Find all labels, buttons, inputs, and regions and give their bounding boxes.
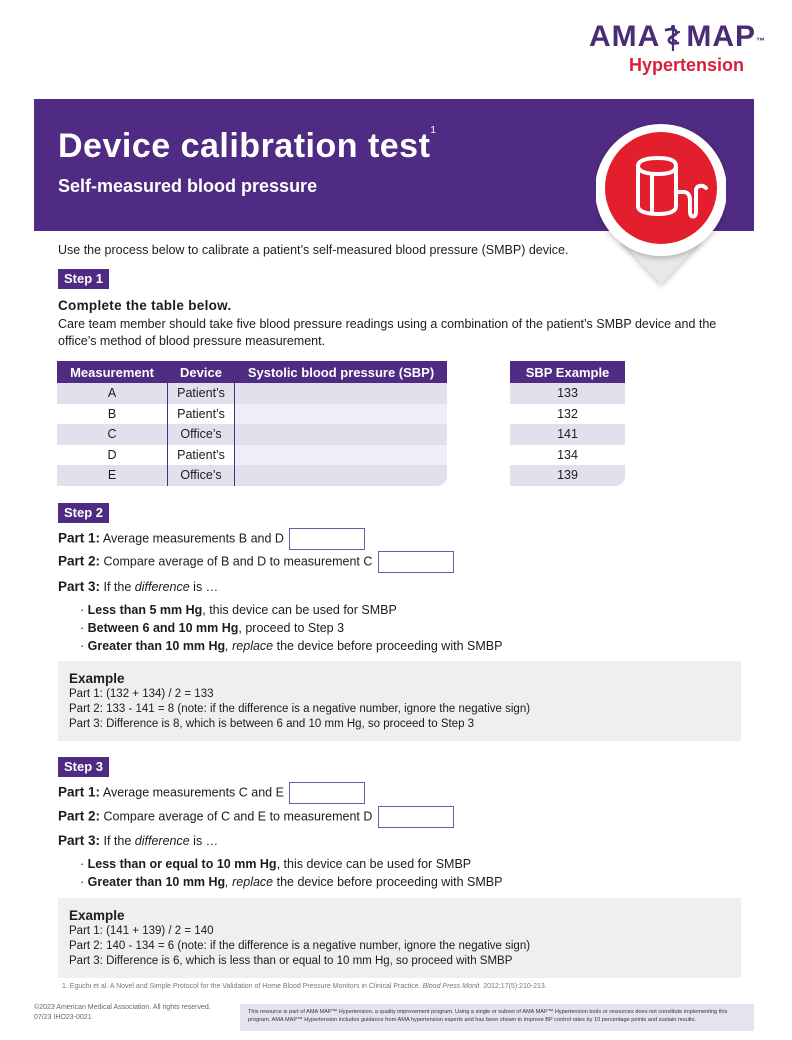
part-label: Part 3: — [58, 833, 101, 848]
part-text: If the — [103, 580, 135, 594]
sbp-example-cell: 133 — [510, 383, 625, 404]
sbp-input-cell[interactable] — [235, 424, 448, 445]
step2-part1 — [58, 528, 365, 550]
list-item — [80, 637, 502, 655]
measurement-cell: B — [57, 404, 168, 425]
table-row — [57, 465, 447, 486]
sbp-example-cell: 132 — [510, 404, 625, 425]
step3-average-input[interactable] — [289, 782, 365, 804]
sbp-input-cell[interactable] — [235, 445, 448, 466]
bullet-text: , proceed to Step 3 — [238, 621, 345, 635]
footnote — [62, 983, 547, 990]
part-label: Part 1: — [58, 784, 101, 800]
step2-part3 — [58, 579, 218, 594]
logo-brand-ama: AMA — [589, 20, 661, 53]
resource-disclaimer: This resource is part of AMA MAP™ Hypertension, a quality improvement program. Using a single or subset of AMA MAP™ Hypertension tools or resources does not constitute implementing this program. AMA MAP™ Hypertension includes guidance from AMA hypertension experts and has been shown to improve BP control rates by 10 percentage points and sustain results. — [240, 1004, 754, 1031]
list-item — [80, 873, 502, 891]
sbp-input-cell[interactable] — [235, 404, 448, 425]
copyright-text: ©2023 American Medical Association. All rights reserved. — [34, 1004, 211, 1011]
caduceus-knot-icon — [662, 23, 684, 53]
step3-part3 — [58, 833, 218, 848]
part-label: Part 1: — [58, 530, 101, 546]
step2-average-input[interactable] — [289, 528, 365, 550]
sbp-input-cell[interactable] — [235, 465, 448, 486]
device-cell: Patient’s — [168, 404, 235, 425]
ama-map-logo — [526, 20, 766, 76]
header-device: Device — [168, 361, 235, 383]
step2-bullets — [80, 601, 502, 655]
bullet-em: , replace — [225, 875, 274, 889]
step2-label: Step 2 — [58, 503, 109, 523]
step3-bullets — [80, 855, 502, 891]
document-code: 07/23 IHO23-0021 — [34, 1014, 92, 1021]
bullet-text: the device before proceeding with SMBP — [273, 639, 503, 653]
list-item — [80, 619, 502, 637]
part-label: Part 3: — [58, 579, 101, 594]
part-text: If the — [103, 834, 135, 848]
list-item — [80, 601, 502, 619]
bullet-bold: Less than or equal to 10 mm Hg — [87, 857, 277, 871]
example-line: Part 1: (132 + 134) / 2 = 133 — [69, 688, 214, 700]
device-cell: Patient’s — [168, 383, 235, 404]
bullet-text: , this device can be used for SMBP — [276, 857, 472, 871]
example-line: Part 1: (141 + 139) / 2 = 140 — [69, 925, 214, 937]
example-line: Part 2: 133 - 141 = 8 (note: if the difference is a negative number, ignore the negative sign) — [69, 703, 531, 715]
list-item — [80, 855, 502, 873]
header-sbp-example: SBP Example — [510, 361, 625, 383]
intro-text: Use the process below to calibrate a patient’s self-measured blood pressure (SMBP) device. — [58, 243, 569, 257]
logo-hypertension: Hypertension — [628, 55, 744, 75]
part-text-emphasis: difference — [134, 834, 190, 848]
bullet-bold: Less than 5 mm Hg — [87, 603, 203, 617]
logo-wordmark — [526, 20, 766, 54]
example-line: Part 3: Difference is 6, which is less than or equal to 10 mm Hg, so proceed with SMBP — [69, 955, 513, 967]
part-text: Average measurements C and E — [102, 785, 284, 800]
part-text: Average measurements B and D — [102, 531, 284, 546]
table-row — [57, 404, 447, 425]
page-title-text: Device calibration test — [58, 127, 431, 165]
step3-part2 — [58, 806, 454, 828]
logo-trademark: ™ — [756, 36, 766, 46]
header-measurement: Measurement — [57, 361, 168, 383]
footnote-journal: Blood Press Monit. — [422, 983, 482, 990]
footnote-text: 1. Eguchi et al. A Novel and Simple Protocol for the Validation of Home Blood Pressure Monitors in Clinical Practice. — [62, 983, 423, 990]
part-text: is … — [189, 834, 219, 848]
bullet-bold: Greater than 10 mm Hg — [87, 875, 226, 889]
step3-label: Step 3 — [58, 757, 109, 777]
sbp-example-cell: 134 — [510, 445, 625, 466]
bullet-text: the device before proceeding with SMBP — [273, 875, 503, 889]
step1-instructions: Care team member should take five blood pressure readings using a combination of the patient’s SMBP device and the office’s method of blood pressure measurement. — [58, 317, 717, 348]
sbp-input-cell[interactable] — [235, 383, 448, 404]
part-text: Compare average of B and D to measurement C — [103, 554, 373, 569]
step1-label: Step 1 — [58, 269, 109, 289]
blood-pressure-cuff-icon — [596, 122, 726, 292]
measurement-cell: A — [57, 383, 168, 404]
bullet-bold: Between 6 and 10 mm Hg — [87, 621, 239, 635]
part-text: is … — [189, 580, 219, 594]
step3-part1 — [58, 782, 365, 804]
step3-example-box — [58, 898, 741, 978]
footnote-text: 2012;17(5):210-213. — [481, 983, 547, 990]
header-sbp: Systolic blood pressure (SBP) — [235, 361, 448, 383]
measurement-cell: D — [57, 445, 168, 466]
bullet-bold: Greater than 10 mm Hg — [87, 639, 226, 653]
copyright — [34, 1003, 211, 1023]
bullet-em: , replace — [225, 639, 274, 653]
step2-compare-input[interactable] — [378, 551, 454, 573]
page-title — [58, 124, 437, 166]
step2-example-box — [58, 661, 741, 741]
part-label: Part 2: — [58, 553, 101, 569]
table-row — [57, 424, 447, 445]
sbp-example-table — [510, 361, 625, 486]
measurement-table — [57, 361, 447, 486]
device-cell: Office’s — [168, 424, 235, 445]
measurement-cell: E — [57, 465, 168, 486]
measurement-table-header — [57, 361, 447, 383]
page-subtitle: Self-measured blood pressure — [58, 176, 318, 196]
step2-part2 — [58, 551, 454, 573]
example-title: Example — [69, 908, 125, 923]
logo-brand-map: MAP — [686, 20, 756, 53]
part-text-emphasis: difference — [134, 580, 190, 594]
title-footnote-ref: 1 — [430, 124, 437, 136]
example-line: Part 3: Difference is 8, which is between 6 and 10 mm Hg, so proceed to Step 3 — [69, 718, 475, 730]
step1-heading: Complete the table below. — [58, 298, 232, 313]
example-title: Example — [69, 671, 125, 686]
device-cell: Patient’s — [168, 445, 235, 466]
sbp-example-cell: 141 — [510, 424, 625, 445]
table-row — [57, 445, 447, 466]
bullet-text: , this device can be used for SMBP — [202, 603, 397, 617]
example-line: Part 2: 140 - 134 = 6 (note: if the difference is a negative number, ignore the negative sign) — [69, 940, 531, 952]
sbp-example-cell: 139 — [510, 465, 625, 486]
step3-compare-input[interactable] — [378, 806, 454, 828]
measurement-cell: C — [57, 424, 168, 445]
device-cell: Office’s — [168, 465, 235, 486]
table-row — [57, 383, 447, 404]
part-label: Part 2: — [58, 808, 101, 824]
part-text: Compare average of C and E to measurement D — [103, 809, 373, 824]
